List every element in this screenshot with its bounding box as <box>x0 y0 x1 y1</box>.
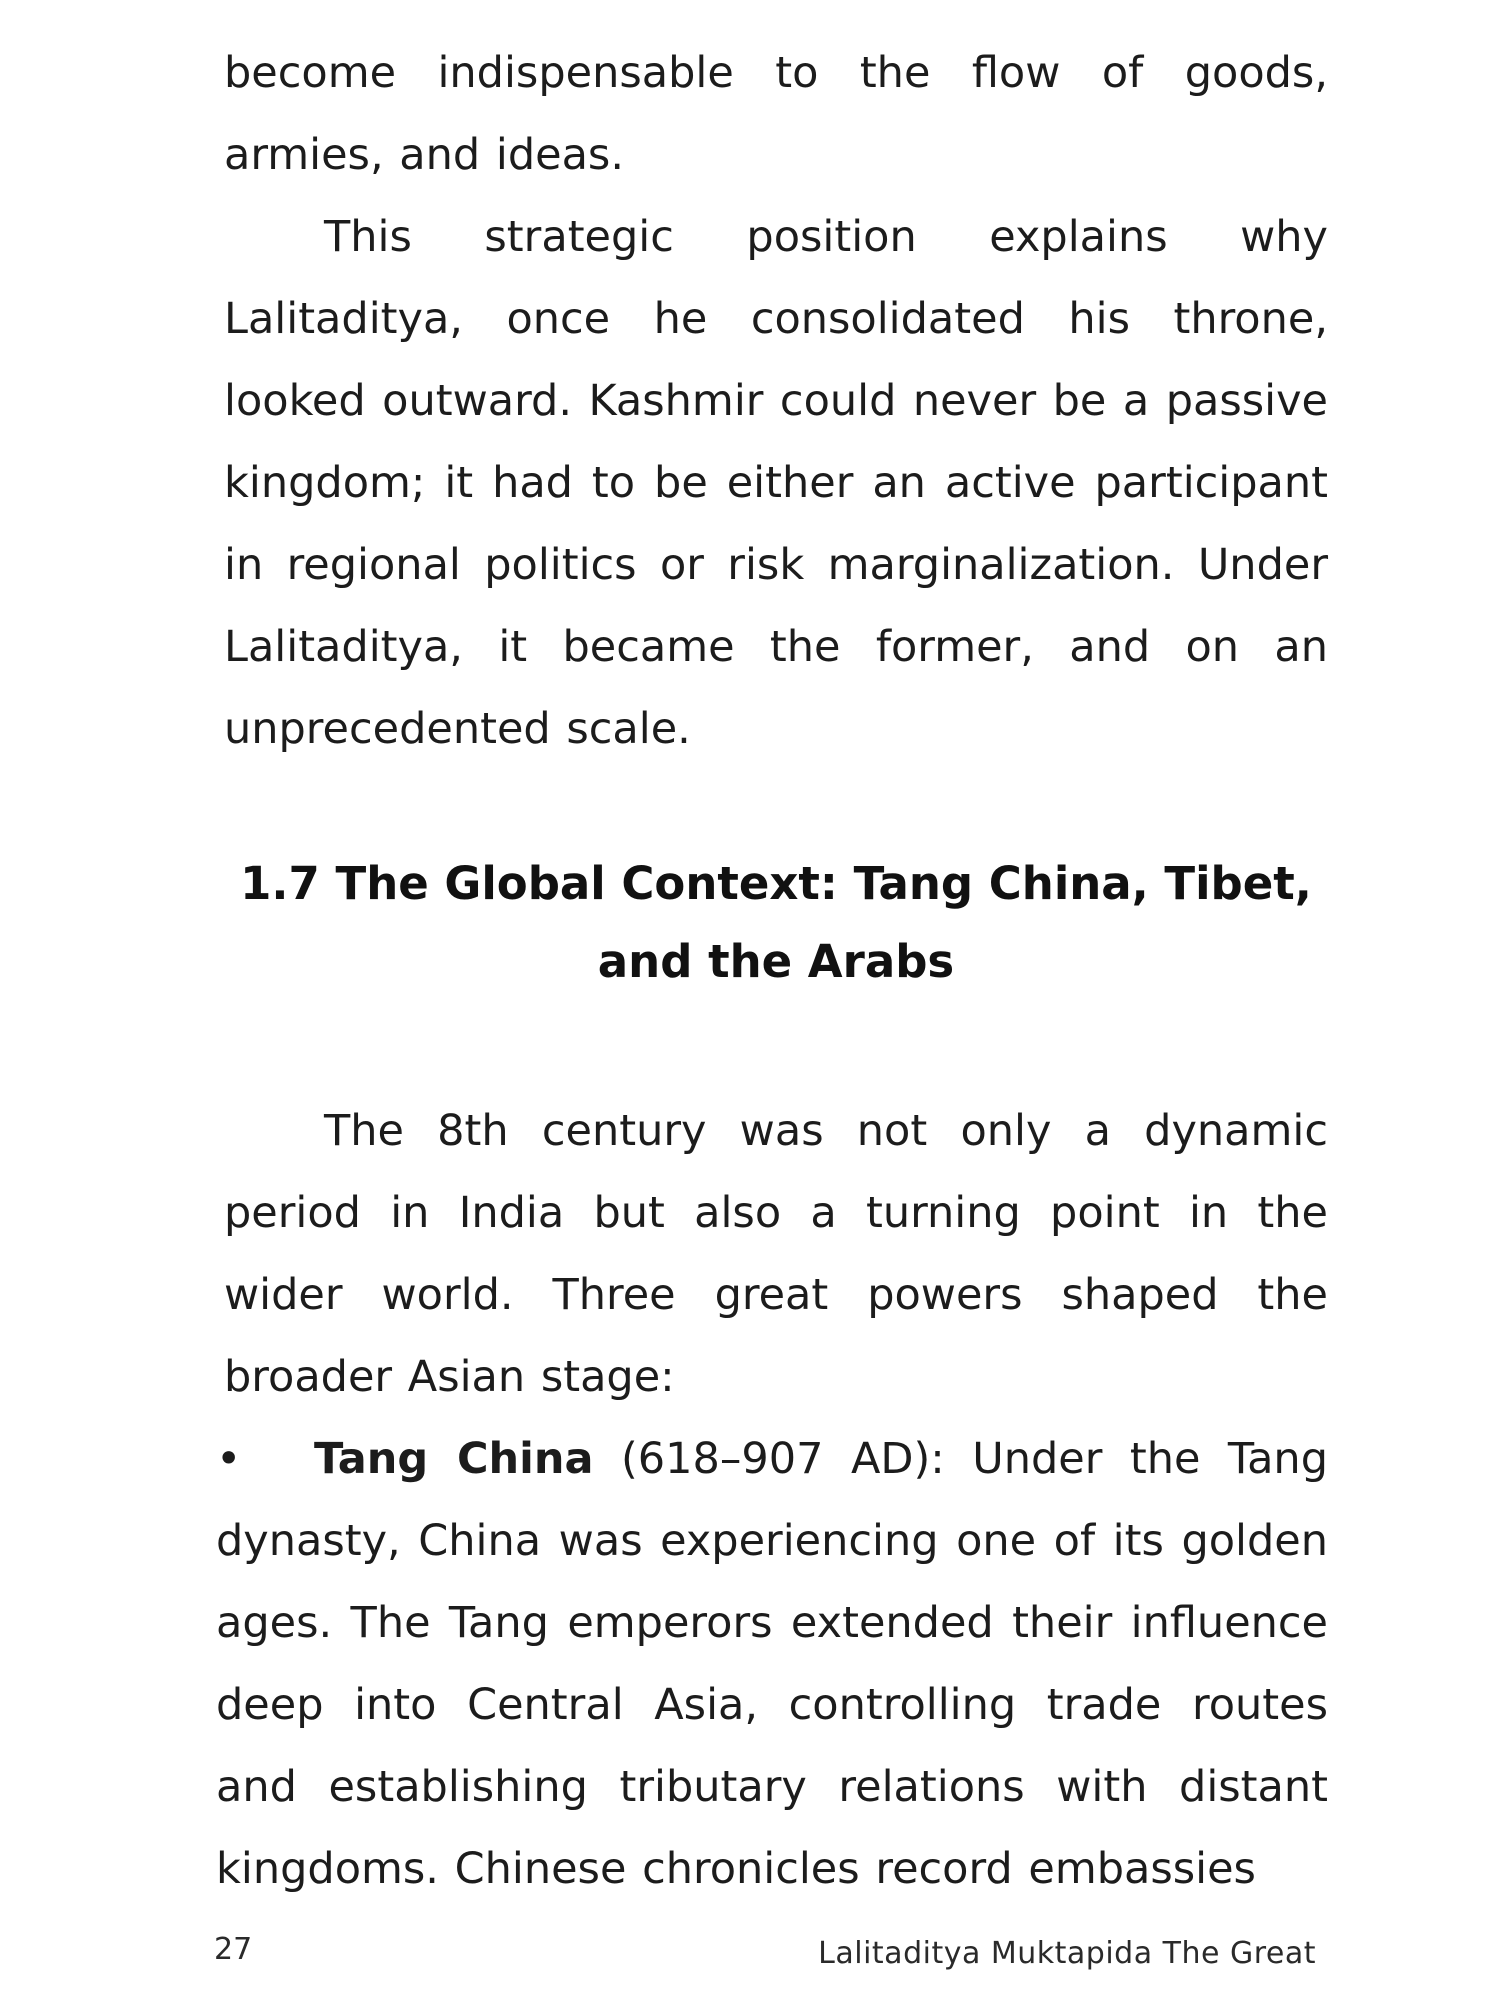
bullet-tang-china <box>216 1418 1328 1910</box>
page-number: 27 <box>214 1932 253 1967</box>
paragraph-continuation: become indispensable to the flow of goods, armies, and ideas. <box>224 48 1328 180</box>
paragraph-strategic-position: This strategic position explains why Lalitaditya, once he consolidated his throne, looked outward. Kashmir could never be a passive kingdom; it had to be either an active participant in regional politics or risk marginalization. Under Lalitaditya, it became the former, and on an unprecedented scale. <box>224 212 1328 754</box>
paragraph-eighth-century: The 8th century was not only a dynamic period in India but also a turning point in the wider world. Three great powers shaped the broader Asian stage: <box>224 1106 1328 1402</box>
bullet-term: Tang China <box>314 1434 594 1484</box>
bullet-icon: • <box>216 1434 242 1484</box>
section-heading: 1.7 The Global Context: Tang China, Tibet, and the Arabs <box>240 857 1312 988</box>
bullet-text: (618–907 AD): Under the Tang dynasty, China was experiencing one of its golden ages. The Tang emperors extended their influence deep into Central Asia, controlling trade routes and establishing tributary relations with distant kingdoms. Chinese chronicles record embassies <box>216 1434 1328 1894</box>
running-title: Lalitaditya Muktapida The Great <box>818 1936 1316 1971</box>
